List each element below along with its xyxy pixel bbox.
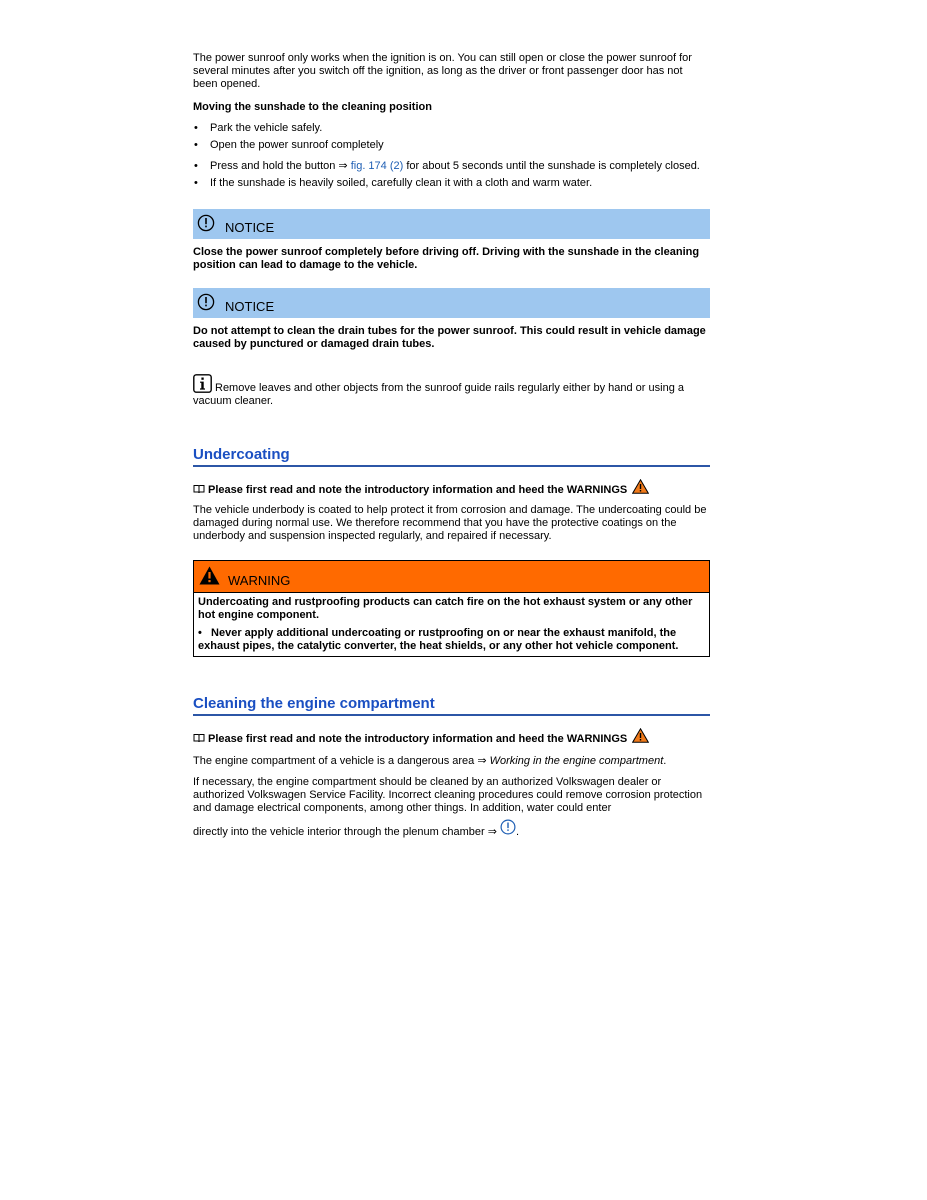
info-note-text: Remove leaves and other objects from the sunroof guide rails regularly either by hand or using a vacuum cleaner. [193,382,684,407]
list-item [193,160,710,173]
step-text: for about 5 seconds until the sunshade is completely closed. [403,160,700,172]
engine-text: directly into the vehicle interior through the plenum chamber ⇒ [193,826,500,838]
warning-text: Undercoating and rustproofing products can catch fire on the hot exhaust system or any other hot engine component. [198,596,693,621]
undercoating-body: The vehicle underbody is coated to help protect it from corrosion and damage. The undercoating could be damaged during normal use. We therefore recommend that you have the protective coatings on the underbody and suspension inspected regularly, and repaired if necessary. [193,504,707,542]
document-page [193,52,710,839]
notice-title: NOTICE [225,299,275,314]
read-first-text: Please first read and note the introductory information and heed the WARNINGS [208,484,628,496]
book-icon [193,484,205,494]
notice-banner [193,288,710,318]
engine-text: The engine compartment of a vehicle is a dangerous area ⇒ [193,755,490,767]
notice-icon[interactable] [500,819,516,835]
read-first-text: Please first read and note the introductory information and heed the WARNINGS [208,733,628,745]
cross-reference[interactable]: Working in the engine compartment [489,755,664,767]
notice-title: NOTICE [225,220,275,235]
engine-para-2: If necessary, the engine compartment should be cleaned by an authorized Volkswagen dealer or authorized Volkswagen Service Facility. Incorrect cleaning procedures could remove corrosion protection and damage electrical components, among other things. In addition, water could enter [193,776,703,814]
warning-bullet [198,627,705,653]
notice-icon [197,214,215,232]
notice-text: Close the power sunroof completely before driving off. Driving with the sunshade in the cleaning position can lead to damage to the vehicle. [193,246,700,271]
notice-icon [197,293,215,311]
warning-triangle-icon [632,728,649,743]
warning-bullet-text: Never apply additional undercoating or rustproofing on or near the exhaust manifold, the exhaust pipes, the catalytic converter, the heat shields, or any other hot vehicle component. [198,627,679,652]
figure-link[interactable]: fig. 174 (2) [350,160,404,172]
list-item: • If the sunshade is heavily soiled, carefully clean it with a cloth and warm water. [193,177,710,190]
bullet-glyph: • [198,627,212,639]
book-icon [193,733,205,743]
read-first-note [193,479,710,497]
notice-text: Do not attempt to clean the drain tubes for the power sunroof. This could result in vehicle damage caused by punctured or damaged drain tubes. [193,325,706,350]
list-item: • Park the vehicle safely. [193,122,710,135]
info-note [193,374,710,408]
warning-banner [194,561,709,593]
engine-text: . [663,755,667,767]
sunroof-intro: The power sunroof only works when the ignition is on. You can still open or close the power sunroof for several minutes after you switch off the ignition, as long as the driver or front passenger door has not been opened. [193,52,692,90]
warning-triangle-icon [199,566,220,585]
list-item: • Open the power sunroof completely [193,139,710,152]
info-icon [193,374,212,393]
section-heading-engine: Cleaning the engine compartment [193,695,710,716]
engine-para-2-end [193,819,710,839]
notice-banner [193,209,710,239]
warning-body [194,593,709,656]
warning-triangle-icon [632,479,649,494]
warning-title: WARNING [228,573,291,588]
sunshade-steps [193,122,710,190]
warning-box [193,560,710,657]
read-first-note [193,728,710,746]
step-text: Press and hold the button ⇒ [210,160,351,172]
sunshade-subheading: Moving the sunshade to the cleaning position [193,101,432,113]
engine-text: . [516,826,520,838]
section-heading-undercoating: Undercoating [193,446,710,467]
engine-para-1 [193,755,710,768]
